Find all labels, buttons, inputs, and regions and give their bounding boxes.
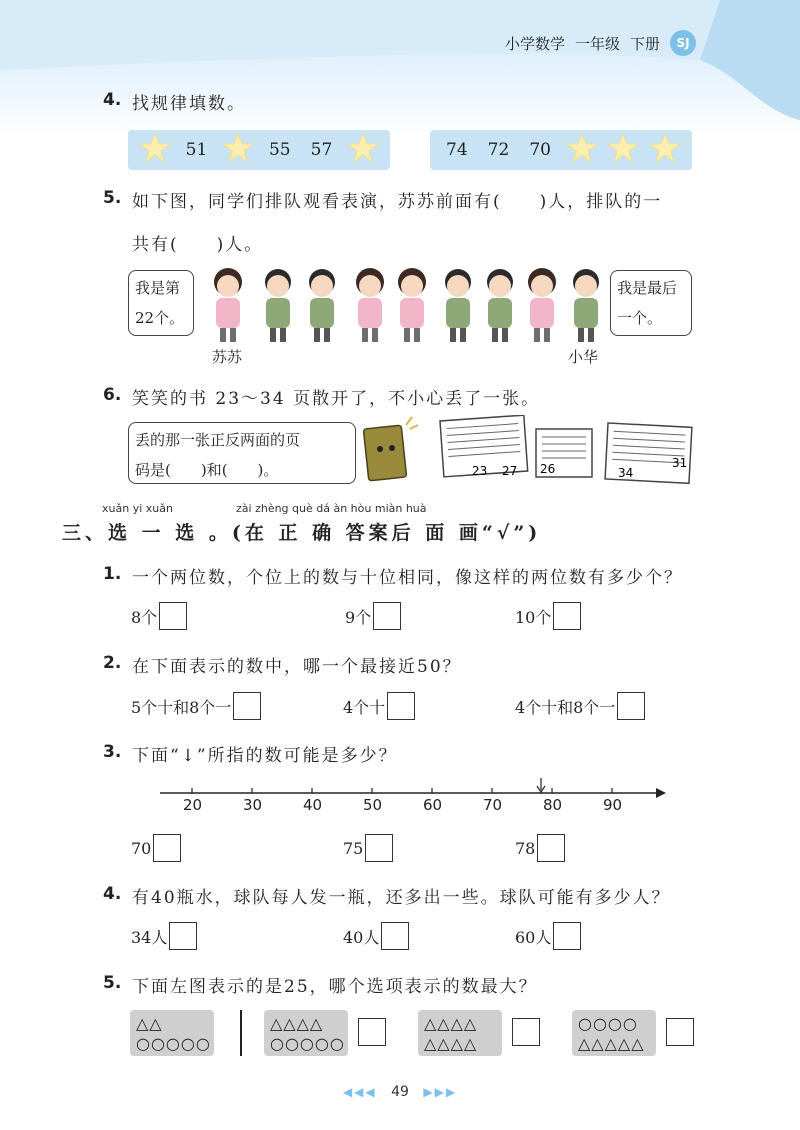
choice-1-number: 1. (103, 564, 122, 584)
answer-checkbox[interactable] (512, 1018, 540, 1046)
option-label: 75 (343, 838, 364, 858)
page-header (505, 30, 696, 56)
answer-checkbox[interactable] (387, 692, 415, 720)
choice-3-option-b[interactable] (343, 834, 393, 862)
child-figure (528, 268, 556, 342)
choice-2-option-b[interactable] (343, 692, 415, 720)
page-number: 34 (618, 466, 634, 480)
option-label: 40人 (343, 927, 380, 947)
label-xiaohua: 小华 (568, 348, 599, 366)
tick-label: 80 (543, 796, 563, 814)
choice-4-number: 4. (103, 884, 122, 904)
sequence-cell-blank[interactable] (645, 131, 685, 170)
circle-row: ○○○○○ (136, 1034, 211, 1053)
speech-bubble-pages (128, 422, 356, 484)
sequence-cell: 70 (529, 140, 551, 160)
answer-checkbox[interactable] (233, 692, 261, 720)
speech-bubble-right (610, 270, 692, 336)
choice-3-option-a[interactable] (131, 834, 181, 862)
option-label: 8个 (131, 607, 158, 627)
sequence-cell: 57 (310, 140, 333, 160)
star-icon (221, 131, 255, 165)
sequence-cell: 51 (185, 140, 208, 160)
sequence-cell: 55 (268, 140, 291, 160)
option-label: 70 (131, 838, 152, 858)
triangle-row: △△△△ (270, 1014, 324, 1033)
option-b-shape-group (418, 1010, 502, 1056)
divider (240, 1010, 242, 1056)
option-label: 5个十和8个一 (131, 697, 232, 717)
choice-3-option-c[interactable] (515, 834, 565, 862)
choice-1-option-c[interactable] (515, 602, 581, 630)
star-icon (648, 131, 682, 165)
question-4-text: 找规律填数。 (132, 94, 246, 114)
right-arrows-icon: ▶▶▶ (423, 1085, 458, 1099)
child-figure (309, 269, 335, 342)
answer-checkbox[interactable] (358, 1018, 386, 1046)
answer-checkbox[interactable] (537, 834, 565, 862)
child-figure (445, 269, 471, 342)
child-figure (356, 268, 384, 342)
page-number: 49 (391, 1084, 409, 1100)
sequence-cell-blank[interactable] (603, 131, 643, 170)
answer-checkbox[interactable] (159, 602, 187, 630)
child-figure (265, 269, 291, 342)
example-shape-group (130, 1010, 214, 1056)
option-label: 34人 (131, 927, 168, 947)
choice-1-option-a[interactable] (131, 602, 187, 630)
choice-3-text: 下面“↓”所指的数可能是多少？ (132, 746, 398, 766)
header-wave-decoration (0, 0, 800, 140)
page-footer (0, 1084, 800, 1100)
choice-2-number: 2. (103, 653, 122, 673)
left-arrows-icon: ◀◀◀ (342, 1085, 377, 1099)
star-icon (138, 131, 172, 165)
arrowhead-icon (656, 788, 666, 798)
choice-1-option-b[interactable] (345, 602, 401, 630)
page-number: 23 (472, 464, 488, 478)
sequence-cell-blank[interactable] (218, 131, 258, 170)
option-a-shape-group (264, 1010, 348, 1056)
choice-2-option-c[interactable] (515, 692, 645, 720)
answer-checkbox[interactable] (153, 834, 181, 862)
pinyin-annotation: zài zhèng què dá àn hòu miàn huà (236, 502, 427, 515)
question-4-number: 4. (103, 90, 122, 110)
choice-2-option-a[interactable] (131, 692, 261, 720)
speech-bubble-left (128, 270, 194, 336)
tick-label: 90 (603, 796, 623, 814)
star-icon (565, 131, 599, 165)
bubble-text: 一个。 (617, 309, 663, 327)
sequence-cell-blank[interactable] (562, 131, 602, 170)
sequence-cell: 74 (446, 140, 468, 160)
choice-2-text: 在下面表示的数中，哪一个最接近50？ (132, 657, 462, 677)
down-arrow-icon (537, 778, 545, 792)
child-figure (573, 269, 599, 342)
option-label: 9个 (345, 607, 372, 627)
answer-checkbox[interactable] (617, 692, 645, 720)
label-susu: 苏苏 (212, 348, 243, 366)
triangle-row: △△△△△ (578, 1034, 645, 1053)
answer-checkbox[interactable] (666, 1018, 694, 1046)
pinyin-annotation: xuǎn yi xuǎn (102, 502, 173, 515)
child-figure (214, 268, 242, 342)
option-label: 60人 (515, 927, 552, 947)
tick-label: 60 (423, 796, 443, 814)
sequence-row-1 (128, 130, 390, 170)
question-5-line2: 共有( )人。 (132, 235, 264, 255)
child-figure (487, 269, 513, 342)
tick-label: 20 (183, 796, 203, 814)
choice-5-number: 5. (103, 973, 122, 993)
question-5-number: 5. (103, 188, 122, 208)
bubble-text: 丢的那一张正反两面的页 (135, 431, 301, 449)
question-5-line1: 如下图，同学们排队观看表演，苏苏前面有( )人，排队的一 (132, 192, 663, 212)
tick-label: 30 (243, 796, 263, 814)
tick-label: 70 (483, 796, 503, 814)
choice-4-option-c[interactable] (515, 922, 581, 950)
question-6-text: 笑笑的书 23～34 页散开了，不小心丢了一张。 (132, 389, 541, 409)
sequence-cell-blank[interactable] (343, 131, 383, 170)
answer-checkbox[interactable] (553, 602, 581, 630)
option-label: 4个十 (343, 697, 386, 717)
choice-3-number: 3. (103, 742, 122, 762)
choice-5-text: 下面左图表示的是25，哪个选项表示的数最大？ (132, 977, 538, 997)
bubble-text: 码是( )和( )。 (135, 461, 279, 479)
circle-row: ○○○○○ (270, 1034, 345, 1053)
child-figure (398, 268, 426, 342)
triangle-row: △△△△ (424, 1014, 478, 1033)
tick-label: 50 (363, 796, 383, 814)
choice-1-text: 一个两位数，个位上的数与十位相同，像这样的两位数有多少个？ (132, 568, 683, 588)
grade-label: 一年级 (574, 34, 620, 53)
publisher-badge: SJ (670, 30, 696, 56)
star-icon (606, 131, 640, 165)
book-character-icon (363, 417, 418, 481)
sequence-cell-blank[interactable] (135, 131, 175, 170)
circle-row: ○○○○ (578, 1014, 638, 1033)
section-3-heading: 三、选 一 选 。(在 正 确 答案后 面 画“√”) (62, 522, 542, 544)
option-c-shape-group (572, 1010, 656, 1056)
bubble-text: 我是第 (135, 279, 181, 297)
page-number: 26 (540, 462, 556, 476)
choice-4-text: 有40瓶水，球队每人发一瓶，还多出一些。球队可能有多少人？ (132, 888, 671, 908)
bubble-text: 22个。 (135, 309, 185, 327)
volume-label: 下册 (629, 34, 660, 53)
page-number: 27 (502, 464, 518, 478)
option-label: 4个十和8个一 (515, 697, 616, 717)
triangle-row: △△△△ (424, 1034, 478, 1053)
sequence-row-2 (430, 130, 692, 170)
option-label: 78 (515, 838, 536, 858)
triangle-row: △△ (136, 1014, 163, 1033)
choice-4-option-b[interactable] (343, 922, 409, 950)
answer-checkbox[interactable] (373, 602, 401, 630)
number-line (160, 776, 670, 816)
option-label: 10个 (515, 607, 552, 627)
page-number: 31 (672, 456, 688, 470)
star-icon (346, 131, 380, 165)
answer-checkbox[interactable] (381, 922, 409, 950)
queue-of-children-illustration (200, 262, 610, 346)
scattered-pages-illustration (360, 415, 700, 487)
answer-checkbox[interactable] (553, 922, 581, 950)
choice-4-option-a[interactable] (131, 922, 197, 950)
answer-checkbox[interactable] (169, 922, 197, 950)
sequence-cell: 72 (487, 140, 510, 160)
bubble-text: 我是最后 (617, 279, 678, 297)
tick-label: 40 (303, 796, 323, 814)
question-6-number: 6. (103, 385, 122, 405)
book-title: 小学数学 (504, 34, 565, 53)
answer-checkbox[interactable] (365, 834, 393, 862)
